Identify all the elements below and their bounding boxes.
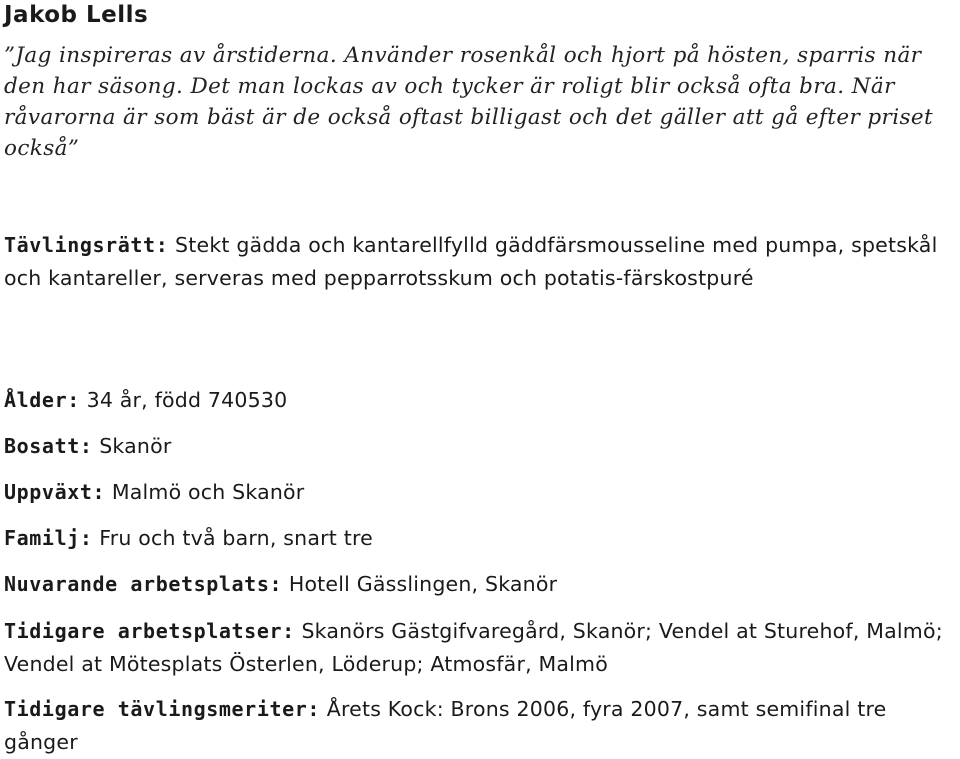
field-familj [4,522,949,555]
field-value: Skanör [92,434,172,458]
field-label: Ålder: [4,388,80,412]
field-tidigare-arbetsplatser [4,615,949,681]
chef-quote: ”Jag inspireras av årstiderna. Använder rosenkål och hjort på hösten, sparris när den har säsong. Det man lockas av och tycker är roligt blir också ofta bra. När råvarorna är som bäst är de också oftast billigast och det gäller att gå efter priset också” [4,43,934,161]
field-value: 34 år, född 740530 [79,388,288,412]
field-label: Tidigare arbetsplatser: [4,619,295,643]
field-tavlingsratt [4,229,949,295]
field-value: Fru och två barn, snart tre [92,526,373,550]
field-label: Tidigare tävlingsmeriter: [4,697,321,721]
field-tidigare-tavlingsmeriter [4,693,949,759]
field-alder [4,384,949,417]
field-value: Årets Kock: Brons 2006, fyra 2007, samt semifinal tre gånger [4,697,887,754]
field-bosatt [4,430,949,463]
field-nuvarande-arbetsplats [4,568,949,601]
field-label: Familj: [4,526,93,550]
chef-name: Jakob Lells [4,2,149,28]
field-uppvaxt [4,476,949,509]
field-label: Tävlingsrätt: [4,233,169,257]
field-value: Malmö och Skanör [105,480,305,504]
field-value: Hotell Gässlingen, Skanör [282,572,558,596]
field-label: Nuvarande arbetsplats: [4,572,283,596]
field-value: Stekt gädda och kantarellfylld gäddfärsmousseline med pumpa, spetskål och kantareller, serveras med pepparrotsskum och potatis-färskostpuré [4,233,938,290]
field-label: Uppväxt: [4,480,106,504]
field-value: Skanörs Gästgifvaregård, Skanör; Vendel at Sturehof, Malmö; Vendel at Mötesplats Österlen, Löderup; Atmosfär, Malmö [4,619,943,676]
field-label: Bosatt: [4,434,93,458]
